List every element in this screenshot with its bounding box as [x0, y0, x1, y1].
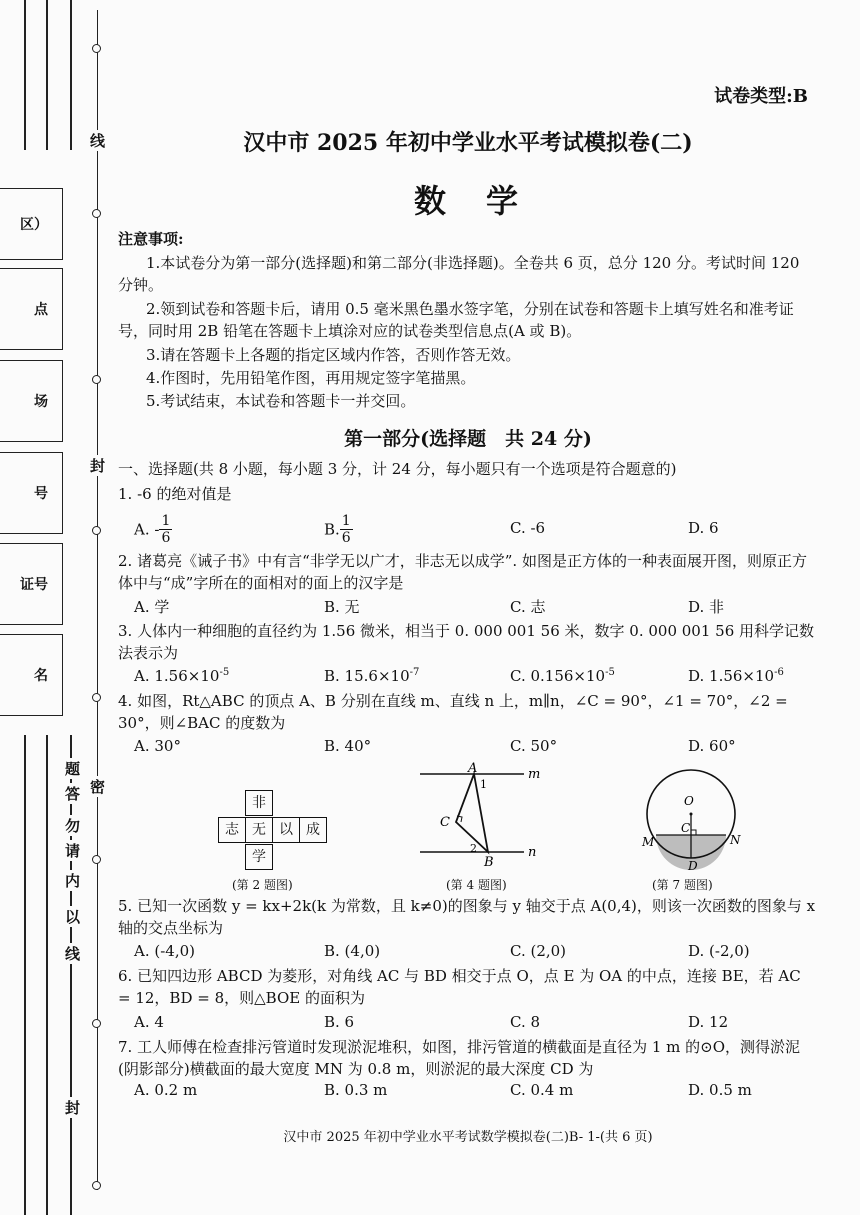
svg-text:m: m — [528, 767, 541, 782]
option-d[interactable]: D. $1.56\times 10^{-6}$ — [688, 667, 784, 685]
svg-text:1: 1 — [480, 778, 487, 791]
option-d[interactable]: D. 非 — [688, 598, 725, 616]
figure-7-caption: (第 7 题图) — [652, 878, 713, 892]
notice-item-1: 1.本试卷分为第一部分(选择题)和第二部分(非选择题)。全卷共 6 页，总分 120 分。考试时间 120 分钟。 — [118, 254, 800, 294]
binding-hole — [92, 526, 101, 535]
svg-text:D: D — [688, 859, 698, 872]
option-b[interactable]: B. 无 — [324, 598, 360, 616]
svg-text:B: B — [484, 855, 494, 870]
question-6-stem: 6. 已知四边形 ABCD 为菱形，对角线 AC 与 BD 相交于点 O，点 E 为 OA 的中点，连接 BE，若 AC = 12，BD = 8，则△BOE 的面积为 — [118, 967, 801, 1007]
seal-char-xian: 线 — [90, 132, 106, 150]
field-exam-site[interactable]: 点 — [0, 268, 63, 350]
question-5-stem: 5. 已知一次函数 y = kx+2k(k 为常数，且 k≠0)的图象与 y 轴交于点 A(0,4)，则该一次函数的图象与 x 轴的交点坐标为 — [118, 897, 816, 937]
question-3-options — [134, 667, 814, 691]
part1-instruction: 一、选择题(共 8 小题，每小题 3 分，计 24 分，每小题只有一个选项是符合题意的) — [118, 460, 677, 478]
binding-hole — [92, 375, 101, 384]
option-d[interactable]: D. (-2,0) — [688, 942, 750, 960]
question-2-options — [134, 596, 814, 620]
svg-text:M: M — [642, 835, 655, 849]
svg-text:C: C — [440, 815, 450, 830]
figure-7-diagram — [636, 760, 746, 872]
option-a[interactable]: A. 0.2 m — [134, 1081, 198, 1099]
binding-hole — [92, 44, 101, 53]
binding-hole — [92, 209, 101, 218]
question-4-stem: 4. 如图，Rt△ABC 的顶点 A、B 分别在直线 m、直线 n 上，m∥n，∠C = 90°，∠1 = 70°，∠2 = 30°，则∠BAC 的度数为 — [118, 692, 788, 732]
option-c[interactable]: C. $0.156\times 10^{-5}$ — [510, 667, 615, 685]
seal-char-mi: 密 — [90, 778, 106, 796]
part1-title: 第一部分(选择题 共 24 分) — [344, 428, 592, 450]
figure-2-cube-net: 非 志 无 以 成 学 — [218, 790, 328, 870]
option-c[interactable]: C. -6 — [510, 519, 546, 537]
question-5-options — [134, 942, 814, 966]
option-a[interactable]: A. 30° — [134, 737, 181, 755]
option-a[interactable]: A. - $\frac{1}{6}$ — [134, 513, 171, 546]
svg-text:N: N — [730, 833, 741, 847]
option-b[interactable]: B. (4,0) — [324, 942, 381, 960]
option-b[interactable]: B. $\frac{1}{6}$ — [324, 513, 351, 546]
notice-item-2: 2.领到试卷和答题卡后，请用 0.5 毫米黑色墨水签字笔，分别在试卷和答题卡上填写姓名和准考证号，同时用 2B 铅笔在答题卡上填涂对应的试卷类型信息点(A 或 B)。 — [118, 300, 794, 340]
question-3-stem: 3. 人体内一种细胞的直径约为 1.56 微米，相当于 0. 000 001 56 米，数字 0. 000 001 56 用科学记数法表示为 — [118, 622, 815, 662]
option-a[interactable]: A. $1.56\times 10^{-5}$ — [134, 667, 230, 685]
notice-heading: 注意事项: — [118, 230, 184, 248]
figure-4-diagram — [420, 762, 560, 870]
svg-text:n: n — [528, 845, 537, 860]
notice-item-4: 4.作图时，先用铅笔作图，再用规定签字笔描黑。 — [146, 369, 476, 387]
binding-hole — [92, 1019, 101, 1028]
option-c[interactable]: C. 8 — [510, 1013, 541, 1031]
option-a[interactable]: A. 学 — [134, 598, 170, 616]
option-b[interactable]: B. 0.3 m — [324, 1081, 388, 1099]
page-footer: 汉中市 2025 年初中学业水平考试数学模拟卷(二)B- 1-(共 6 页) — [283, 1130, 653, 1145]
question-2-stem: 2. 诸葛亮《诫子书》中有言“非学无以广才，非志无以成学”. 如图是正方体的一种表面展开图，则原正方体中与“成”字所在的面相对的面上的汉字是 — [118, 552, 807, 592]
svg-text:O: O — [684, 794, 694, 808]
page-title: 汉中市 2025 年初中学业水平考试模拟卷(二) — [243, 130, 693, 156]
seal-char-feng: 封 — [90, 457, 106, 475]
binding-hole — [92, 693, 101, 702]
option-a[interactable]: A. (-4,0) — [134, 942, 195, 960]
question-6-options — [134, 1013, 814, 1037]
binding-hole — [92, 855, 101, 864]
option-d[interactable]: D. 12 — [688, 1013, 729, 1031]
notice-item-5: 5.考试结束，本试卷和答题卡一并交回。 — [146, 392, 416, 410]
option-d[interactable]: D. 6 — [688, 519, 719, 537]
option-c[interactable]: C. 0.4 m — [510, 1081, 574, 1099]
question-1-stem: 1. -6 的绝对值是 — [118, 485, 232, 503]
figure-2-caption: (第 2 题图) — [232, 878, 293, 892]
option-d[interactable]: D. 60° — [688, 737, 736, 755]
field-exam-district[interactable]: 区） — [0, 188, 63, 260]
figure-4-caption: (第 4 题图) — [446, 878, 507, 892]
option-b[interactable]: B. 6 — [324, 1013, 355, 1031]
question-4-options — [134, 737, 814, 761]
field-exam-room[interactable]: 场 — [0, 360, 63, 442]
paper-type: 试卷类型:B — [714, 86, 808, 107]
question-7-options — [134, 1081, 814, 1105]
option-c[interactable]: C. (2,0) — [510, 942, 567, 960]
svg-text:A: A — [468, 762, 478, 776]
question-7-stem: 7. 工人师傅在检查排污管道时发现淤泥堆积，如图，排污管道的横截面是直径为 1 m 的⊙O，测得淤泥(阴影部分)横截面的最大宽度 MN 为 0.8 m，则淤泥的最大深度 CD 为 — [118, 1038, 801, 1078]
option-d[interactable]: D. 0.5 m — [688, 1081, 752, 1099]
binding-hole — [92, 1181, 101, 1190]
field-seat-number[interactable]: 号 — [0, 452, 63, 534]
question-1-options — [134, 509, 814, 549]
subject-title: 数 学 — [413, 182, 522, 220]
field-name[interactable]: 名 — [0, 634, 63, 716]
option-b[interactable]: B. 40° — [324, 737, 372, 755]
svg-text:2: 2 — [470, 842, 477, 855]
field-admission-id[interactable]: 证号 — [0, 543, 63, 625]
option-b[interactable]: B. $15.6\times 10^{-7}$ — [324, 667, 420, 685]
svg-text:C: C — [681, 821, 691, 835]
option-a[interactable]: A. 4 — [134, 1013, 164, 1031]
notice-item-3: 3.请在答题卡上各题的指定区域内作答，否则作答无效。 — [146, 346, 521, 364]
option-c[interactable]: C. 50° — [510, 737, 558, 755]
option-c[interactable]: C. 志 — [510, 598, 546, 616]
